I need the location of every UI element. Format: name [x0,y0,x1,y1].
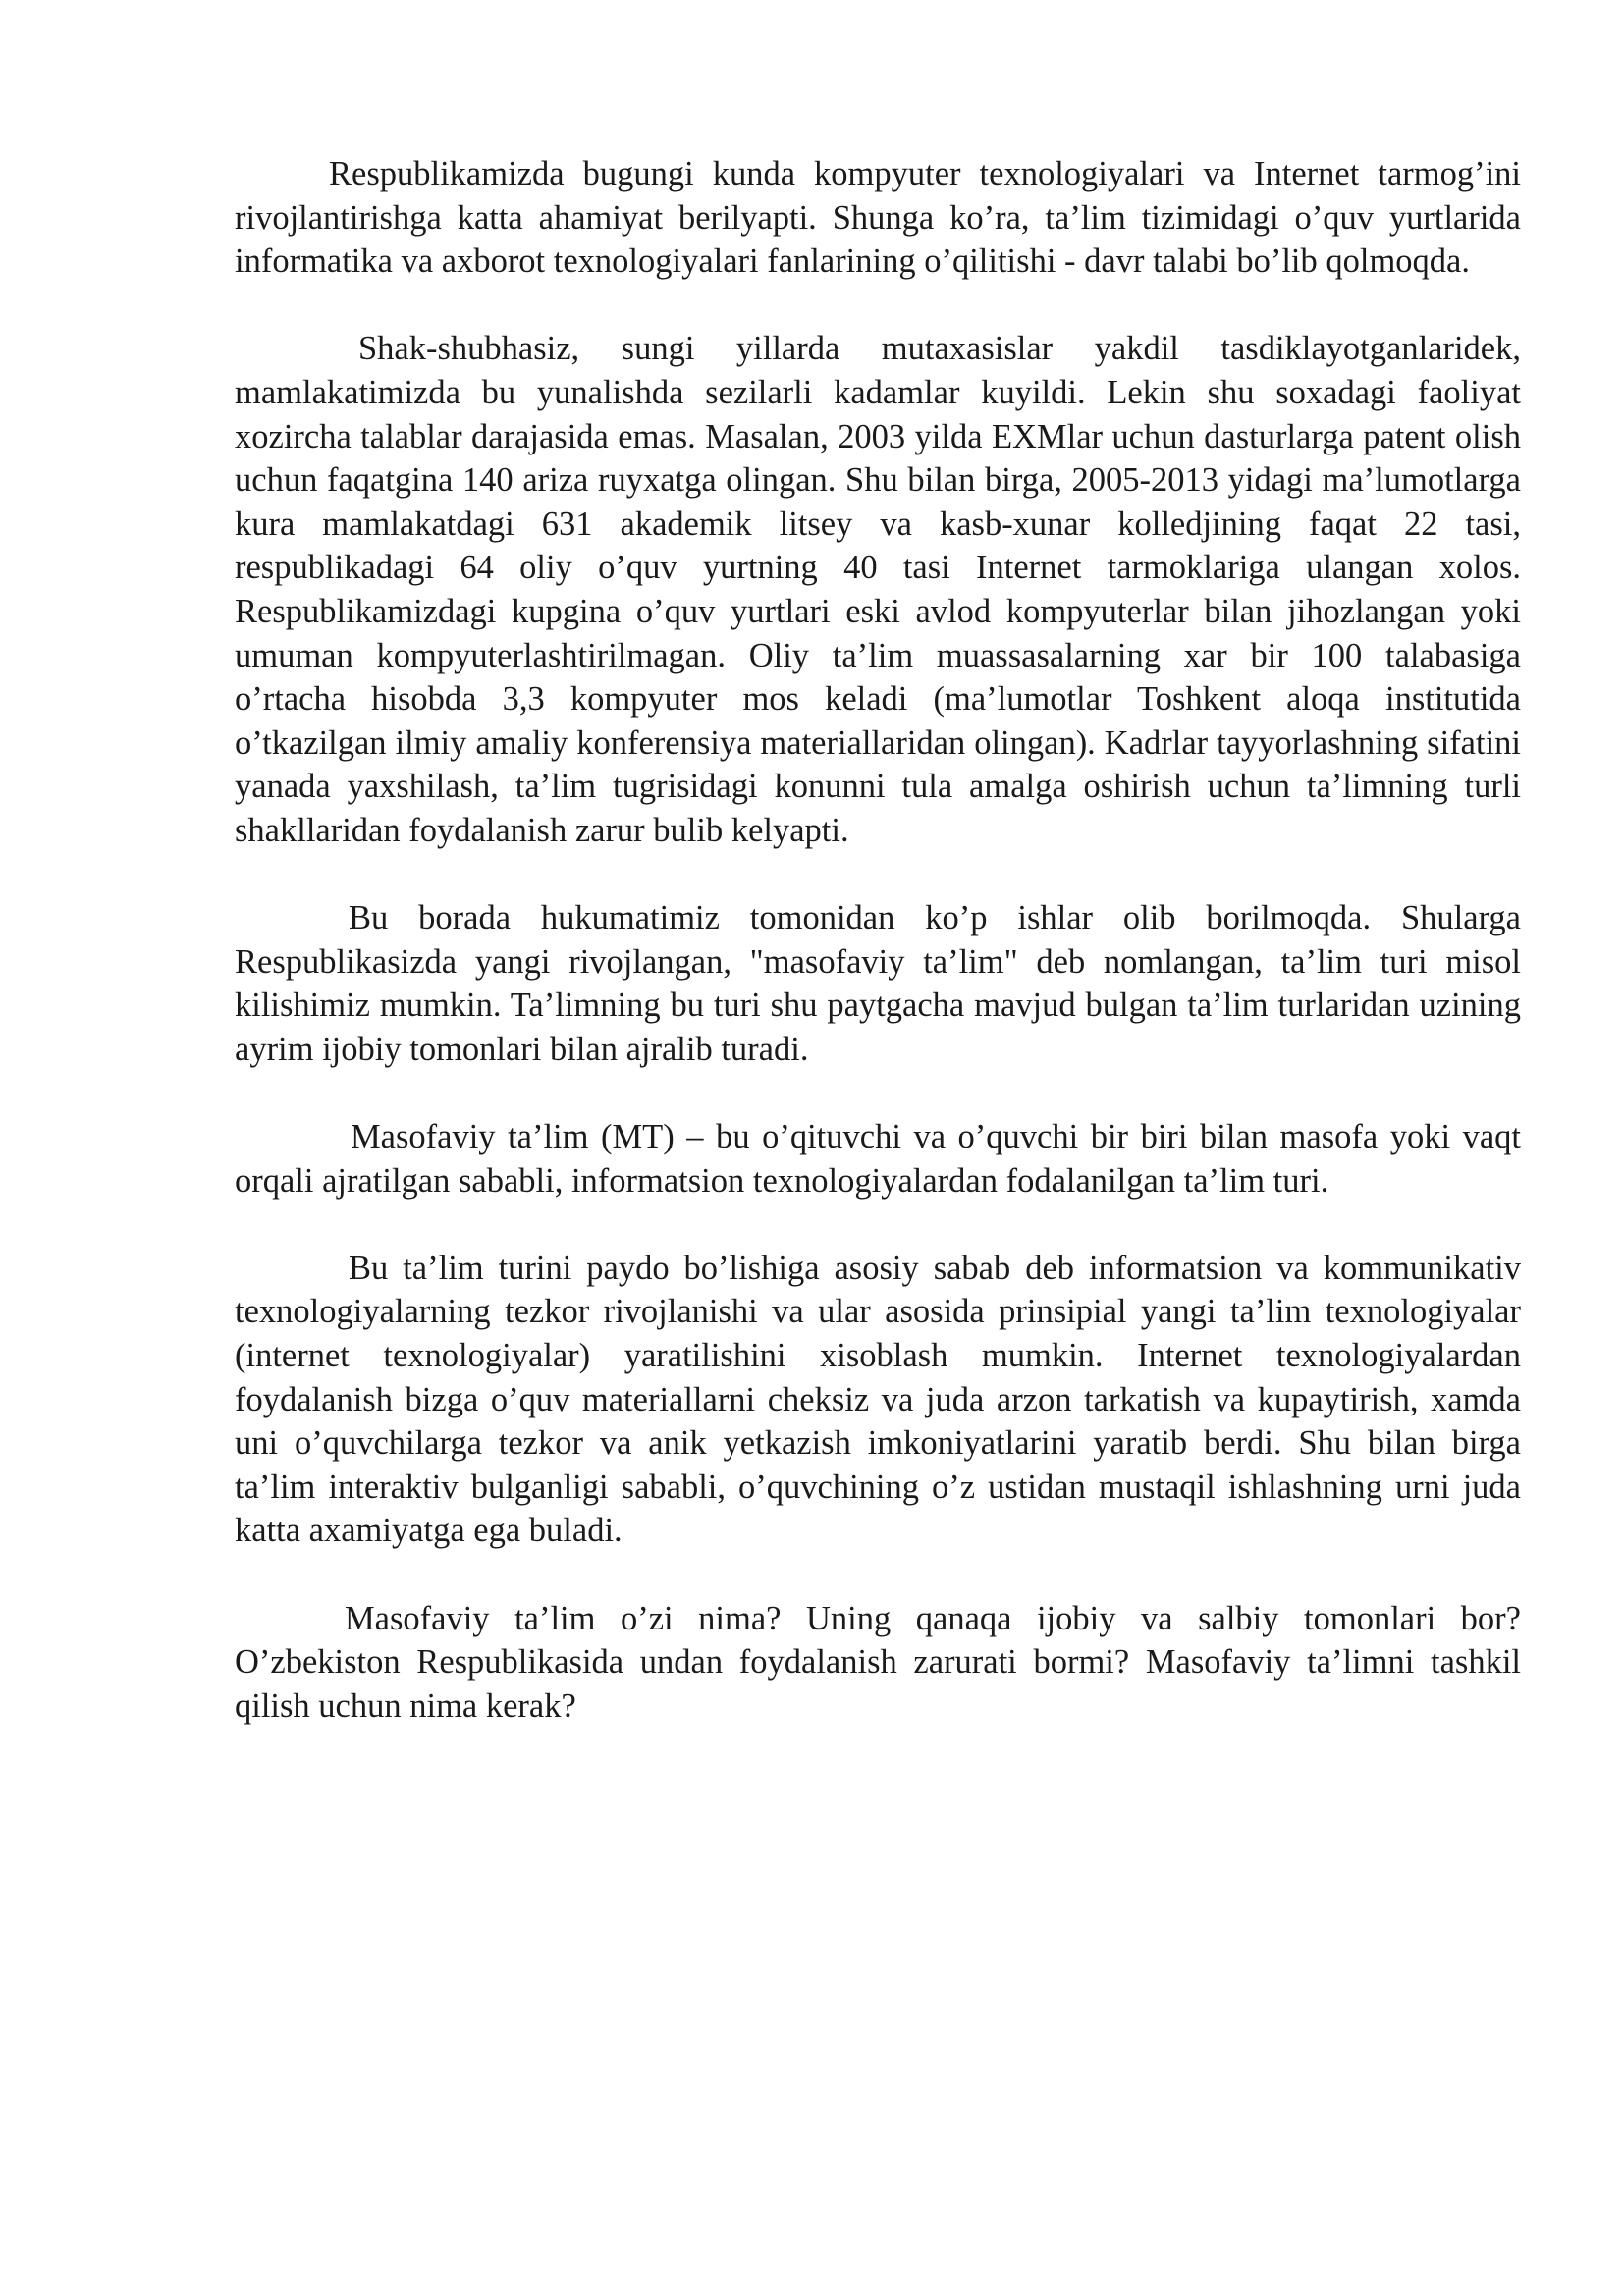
paragraph-1: Respublikamizda bugungi kunda kompyuter texnologiyalari va Internet tarmog’ini rivojlantirishga katta ahamiyat berilyapti. Shunga ko’ra, ta’lim tizimidagi o’quv yurtlarida informatika va axborot texnologiyalari fanlarining o’qilitishi - davr talabi bo’lib qolmoqda. [235,155,1521,281]
paragraph-5: Bu ta’lim turini paydo bo’lishiga asosiy sabab deb informatsion va kommunikativ texnologiyalarning tezkor rivojlanishi va ular asosida prinsipial yangi ta’lim texnologiyalar (internet texnologiyalar) yaratilishini xisoblash mumkin. Internet texnologiyalardan foydalanish bizga o’quv materiallarni cheksiz va juda arzon tarkatish va kupaytirish, xamda uni o’quvchilarga tezkor va anik yetkazish imkoniyatlarini yaratib berdi. Shu bilan birga ta’lim interaktiv bulganligi sababli, o’quvchining o’z ustidan mustaqil ishlashning urni juda katta axamiyatga ega buladi. [235,1249,1521,1550]
paragraph-6: Masofaviy ta’lim o’zi nima? Uning qanaqa ijobiy va salbiy tomonlari bor? O’zbekiston Respublikasida undan foydalanish zarurati bormi? Masofaviy ta’limni tashkil qilish uchun nima kerak? [235,1599,1521,1725]
paragraph-2: Shak-shubhasiz, sungi yillarda mutaxasislar yakdil tasdiklayotganlaridek, mamlakatimizda bu yunalishda sezilarli kadamlar kuyildi. Lekin shu soxadagi faoliyat xozircha talablar darajasida emas. Masalan, 2003 yilda EXMlar uchun dasturlarga patent olish uchun faqatgina 140 ariza ruyxatga olingan. Shu bilan birga, 2005-2013 yidagi ma’lumotlarga kura mamlakatdagi 631 akademik litsey va kasb-xunar kolledjining faqat 22 tasi, respublikadagi 64 oliy o’quv yurtning 40 tasi Internet tarmoklariga ulangan xolos. Respublikamizdagi kupgina o’quv yurtlari eski avlod kompyuterlar bilan jihozlangan yoki umuman kompyuterlashtirilmagan. Oliy ta’lim muassasalarning xar bir 100 talabasiga o’rtacha hisobda 3,3 kompyuter mos keladi (ma’lumotlar Toshkent aloqa institutida o’tkazilgan ilmiy amaliy konferensiya materiallaridan olingan). Kadrlar tayyorlashning sifatini yanada yaxshilash, ta’lim tugrisidagi konunni tula amalga oshirish uchun ta’limning turli shakllaridan foydalanish zarur bulib kelyapti. [235,330,1521,849]
document-body [235,152,1521,1772]
paragraph-3: Bu borada hukumatimiz tomonidan ko’p ishlar olib borilmoqda. Shularga Respublikasizda yangi rivojlangan, "masofaviy ta’lim" deb nomlangan, ta’lim turi misol kilishimiz mumkin. Ta’limning bu turi shu paytgacha mavjud bulgan ta’lim turlaridan uzining ayrim ijobiy tomonlari bilan ajralib turadi. [235,899,1521,1068]
paragraph-4: Masofaviy ta’lim (MT) – bu o’qituvchi va o’quvchi bir biri bilan masofa yoki vaqt orqali ajratilgan sababli, informatsion texnologiyalardan fodalanilgan ta’lim turi. [235,1118,1521,1200]
